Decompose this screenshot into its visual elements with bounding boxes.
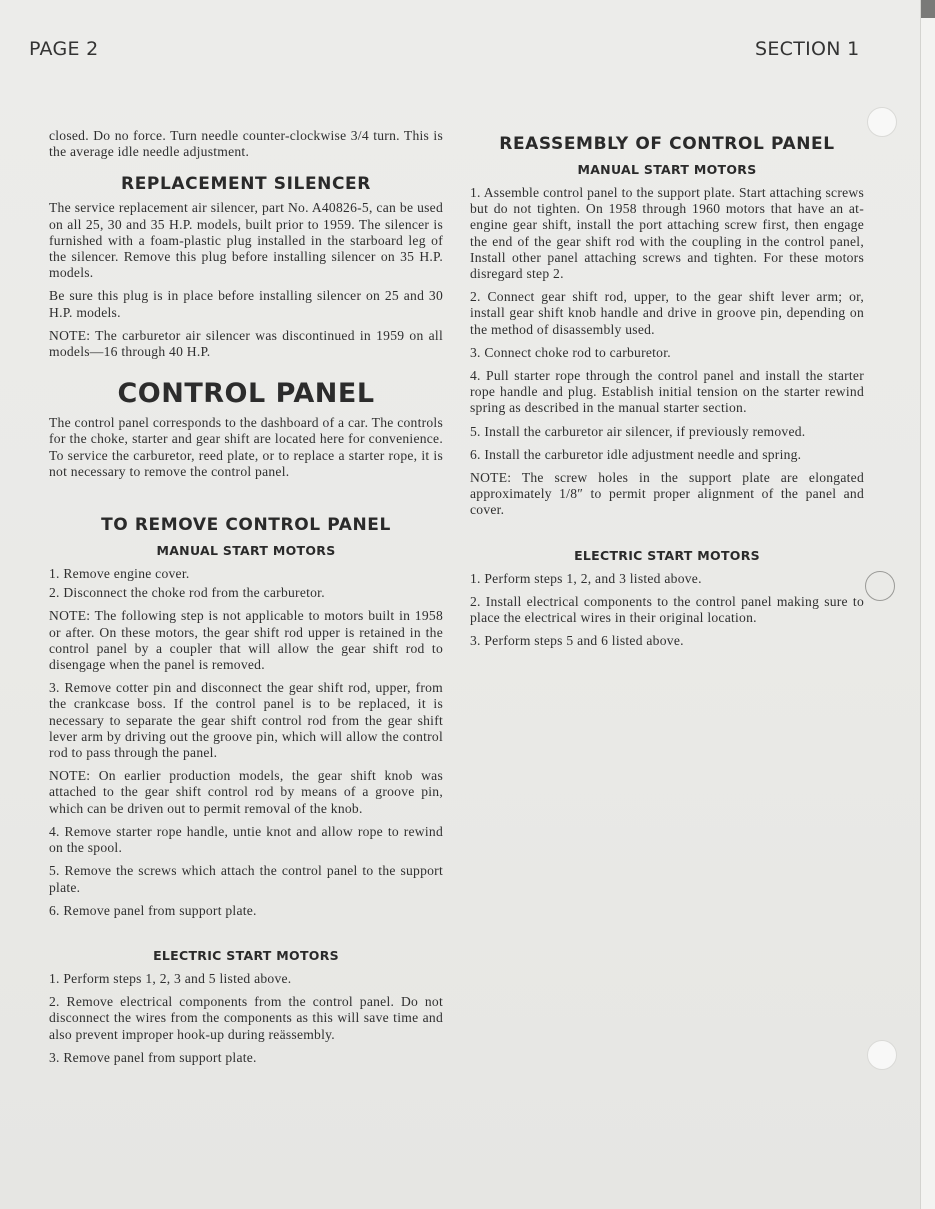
silencer-paragraph-1: The service replacement air silencer, part No. A40826-5, can be used on all 25, 30 and 35 H.P. models, built prior to 1959. The silencer is furnished with a foam-plastic plug installed in the starboard leg of the silencer. Remove this plug before installing silencer on 35 H.P. models. [49,200,443,281]
reassembly-step-6: 6. Install the carburetor idle adjustment needle and spring. [470,446,802,462]
remove-step-6: 6. Remove panel from support plate. [49,902,257,918]
heading-electric-start-remove: ELECTRIC START MOTORS [153,947,339,963]
electric-remove-step-2: 2. Remove electrical components from the control panel. Do not disconnect the wires from the components as this will save time and also prevent improper hook-up during reässembly. [49,994,443,1042]
electric-remove-step-1: 1. Perform steps 1, 2, 3 and 5 listed above. [49,970,292,986]
silencer-paragraph-2: Be sure this plug is in place before installing silencer on 25 and 30 H.P. models. [49,288,443,320]
heading-reassembly: REASSEMBLY OF CONTROL PANEL [499,134,835,154]
page-number: PAGE 2 [29,38,99,60]
electric-reassembly-step-1: 1. Perform steps 1, 2, and 3 listed above. [470,570,702,586]
remove-step-3: 3. Remove cotter pin and disconnect the gear shift rod, upper, from the crankcase boss. If the control panel is to be replaced, it is necessary to separate the gear shift control rod from the gear shift lever arm by driving out the groove pin, which will allow the control rod to pass through the panel. [49,680,443,761]
reassembly-step-1: 1. Assemble control panel to the support plate. Start attaching screws but do not tighten. On 1958 through 1960 motors that have an at-engine gear shift, install the port attaching screw first, then engage the end of the gear shift rod with the coupling in the control panel, Install other panel attaching screws and tighten. For these motors disregard step 2. [470,185,864,282]
heading-manual-start-remove: MANUAL START MOTORS [156,543,336,559]
heading-electric-start-reassembly: ELECTRIC START MOTORS [574,547,760,563]
punch-hole-middle [865,571,895,601]
punch-hole-top [867,107,897,137]
left-column [49,128,443,1073]
reassembly-step-2: 2. Connect gear shift rod, upper, to the gear shift lever arm; or, install gear shift knob handle and drive in groove pin, depending on the method of disassembly used. [470,289,864,337]
heading-control-panel: CONTROL PANEL [117,378,375,410]
remove-step-2: 2. Disconnect the choke rod from the carburetor. [49,585,325,601]
heading-remove-control-panel: TO REMOVE CONTROL PANEL [101,515,391,536]
remove-step-5: 5. Remove the screws which attach the control panel to the support plate. [49,863,443,895]
intro-paragraph: closed. Do no force. Turn needle counter-clockwise 3/4 turn. This is the average idle needle adjustment. [49,128,443,160]
remove-note-1: NOTE: The following step is not applicable to motors built in 1958 or after. On these motors, the gear shift rod upper is retained in the control panel by a coupler that will allow the gear shift rod to disengage when the panel is removed. [49,608,443,673]
silencer-note: NOTE: The carburetor air silencer was discontinued in 1959 on all models—16 through 40 H.P. [49,327,443,360]
punch-hole-bottom [867,1040,897,1070]
electric-reassembly-step-3: 3. Perform steps 5 and 6 listed above. [470,633,684,649]
heading-replacement-silencer: REPLACEMENT SILENCER [121,174,371,195]
remove-step-4: 4. Remove starter rope handle, untie knot and allow rope to rewind on the spool. [49,823,443,856]
right-column [470,130,864,656]
reassembly-step-3: 3. Connect choke rod to carburetor. [470,344,671,360]
reassembly-step-4: 4. Pull starter rope through the control panel and install the starter rope handle and plug. Establish initial tension on the starter rewind spring as described in the manual starter section. [470,368,864,416]
electric-remove-step-3: 3. Remove panel from support plate. [49,1049,257,1065]
remove-step-1: 1. Remove engine cover. [49,566,190,582]
page-edge [920,0,935,1209]
reassembly-step-5: 5. Install the carburetor air silencer, if previously removed. [470,423,806,439]
section-label: SECTION 1 [755,38,860,60]
control-panel-paragraph: The control panel corresponds to the dashboard of a car. The controls for the choke, starter and gear shift are located here for convenience. To service the carburetor, reed plate, or to replace a starter rope, it is not necessary to remove the control panel. [49,415,443,479]
heading-manual-start-reassembly: MANUAL START MOTORS [577,162,757,177]
remove-note-2: NOTE: On earlier production models, the gear shift knob was attached to the gear shift control rod by means of a groove pin, which can be driven out to permit removal of the knob. [49,768,443,816]
electric-reassembly-step-2: 2. Install electrical components to the control panel making sure to place the electrical wires in their original location. [470,593,864,626]
reassembly-note: NOTE: The screw holes in the support plate are elongated approximately 1/8″ to permit proper alignment of the panel and cover. [470,470,864,518]
page-corner-shadow [921,0,935,18]
